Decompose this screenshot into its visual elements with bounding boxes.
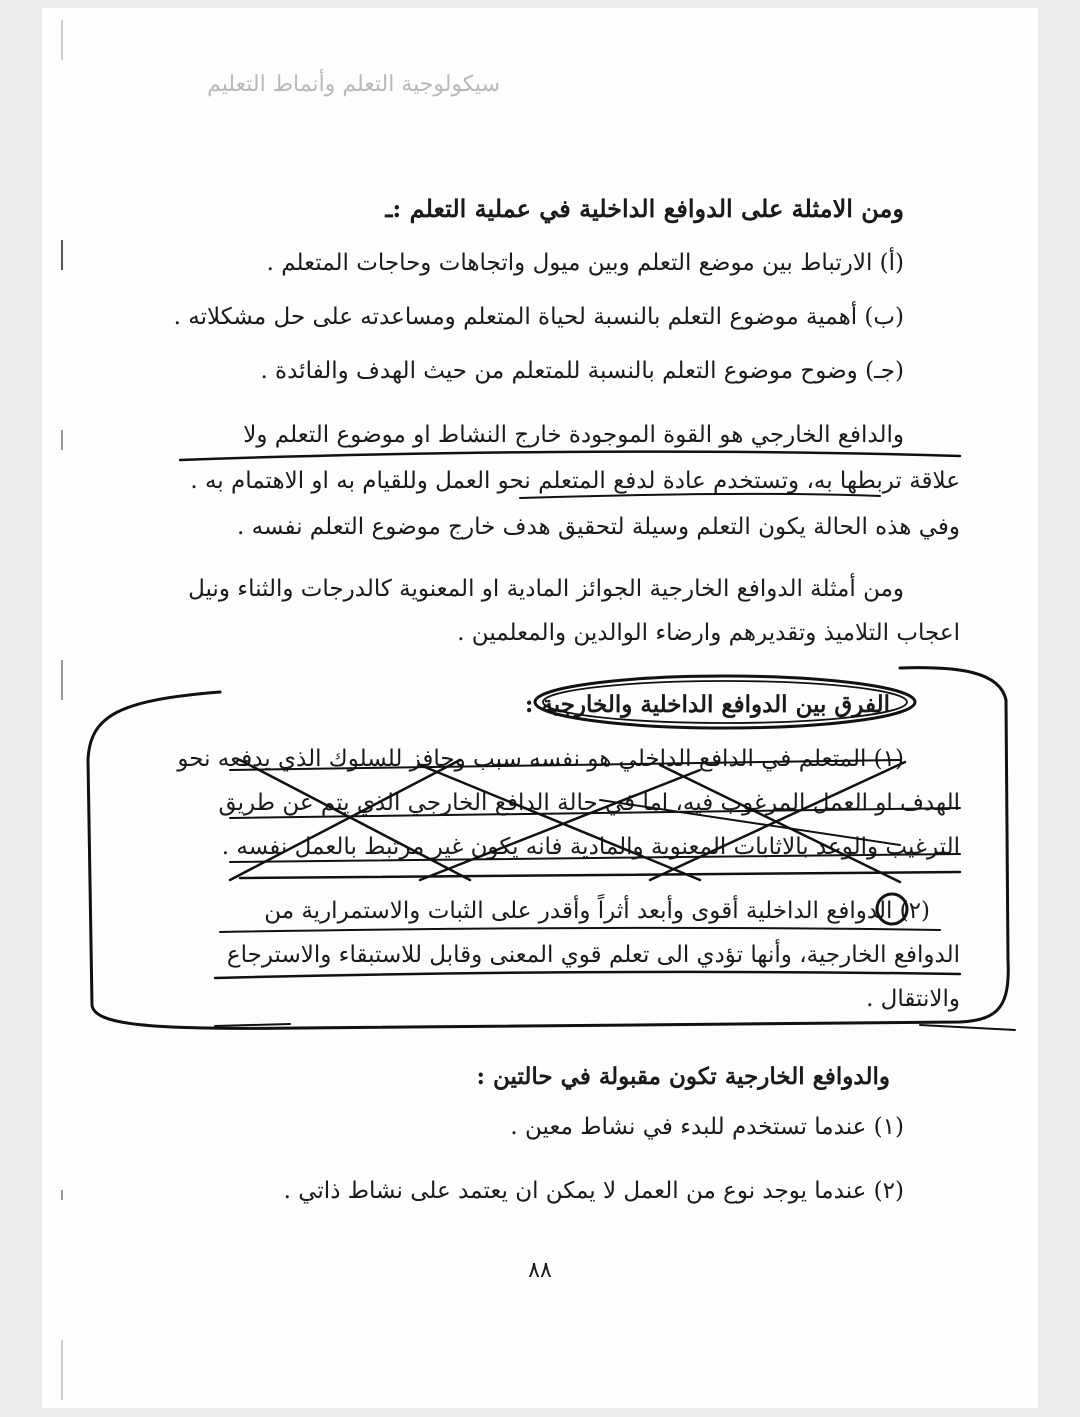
- difference-point-2-line-2: الدوافع الخارجية، وأنها تؤدي الى تعلم قوي المعنى وقابل للاستبقاء والاسترجاع: [226, 942, 960, 968]
- underline-stroke: [520, 494, 880, 498]
- underline-stroke: [220, 928, 940, 932]
- underline-stroke: [215, 1024, 290, 1026]
- underline-stroke: [215, 972, 960, 978]
- heading-oval: [535, 676, 915, 728]
- difference-point-2-line-3: والانتقال .: [866, 986, 960, 1012]
- extrinsic-examples-line-2: اعجاب التلاميذ وتقديرهم وارضاء الوالدين والمعلمين .: [457, 620, 960, 646]
- strike-stroke: [660, 765, 900, 882]
- intrinsic-examples-heading: ومن الامثلة على الدوافع الداخلية في عملية التعلم :ـ: [385, 194, 904, 223]
- intrinsic-example-b: (ب) أهمية موضوع التعلم بالنسبة لحياة المتعلم ومساعدته على حل مشكلاته .: [173, 304, 904, 330]
- underline-stroke: [180, 452, 960, 460]
- intrinsic-example-a: (أ) الارتباط بين موضع التعلم وبين ميول واتجاهات وحاجات المتعلم .: [266, 250, 904, 276]
- difference-point-2-line-1: (٢) الدوافع الداخلية أقوى وأبعد أثراً وأقدر على الثبات والاستمرارية من: [264, 898, 930, 924]
- strike-stroke: [230, 760, 900, 770]
- difference-heading: الفرق بين الدوافع الداخلية والخارجية :: [524, 691, 890, 718]
- extrinsic-definition-line-1: والدافع الخارجي هو القوة الموجودة خارج النشاط او موضوع التعلم ولا: [243, 422, 904, 448]
- difference-point-1-line-3: الترغيب والوعد بالاثابات المعنوية والمادية فانه يكون غير مرتبط بالعمل نفسه .: [221, 834, 960, 860]
- section-box: [920, 1025, 1015, 1030]
- section-box: [88, 668, 1008, 1029]
- difference-point-1-line-2: الهدف او العمل المرغوب فيه، اما في حالة الدافع الخارجي الذي يتم عن طريق: [218, 790, 960, 816]
- strike-stroke: [240, 872, 960, 878]
- extrinsic-definition-line-3: وفي هذه الحالة يكون التعلم وسيلة لتحقيق هدف خارج موضوع التعلم نفسه .: [236, 514, 960, 540]
- extrinsic-definition-line-2: علاقة تربطها به، وتستخدم عادة لدفع المتعلم نحو العمل وللقيام به او الاهتمام به .: [190, 468, 960, 494]
- acceptable-case-1: (١) عندما تستخدم للبدء في نشاط معين .: [510, 1114, 904, 1140]
- heading-oval: [543, 681, 907, 723]
- circled-number: [877, 894, 907, 924]
- intrinsic-example-c: (جـ) وضوح موضوع التعلم بالنسبة للمتعلم من حيث الهدف والفائدة .: [260, 358, 904, 384]
- acceptable-cases-heading: والدوافع الخارجية تكون مقبولة في حالتين :: [476, 1063, 890, 1090]
- page-number: ٨٨: [528, 1258, 552, 1283]
- running-header: سيكولوجية التعلم وأنماط التعليم: [207, 72, 500, 97]
- acceptable-case-2: (٢) عندما يوجد نوع من العمل لا يمكن ان يعتمد على نشاط ذاتي .: [283, 1178, 904, 1204]
- strike-stroke: [600, 800, 900, 845]
- difference-point-1-line-1: (١) المتعلم في الدافع الداخلي هو نفسه سبب وحافز للسلوك الذي يدفعه نحو: [177, 746, 904, 772]
- extrinsic-examples-line-1: ومن أمثلة الدوافع الخارجية الجوائز المادية او المعنوية كالدرجات والثناء ونيل: [188, 576, 904, 602]
